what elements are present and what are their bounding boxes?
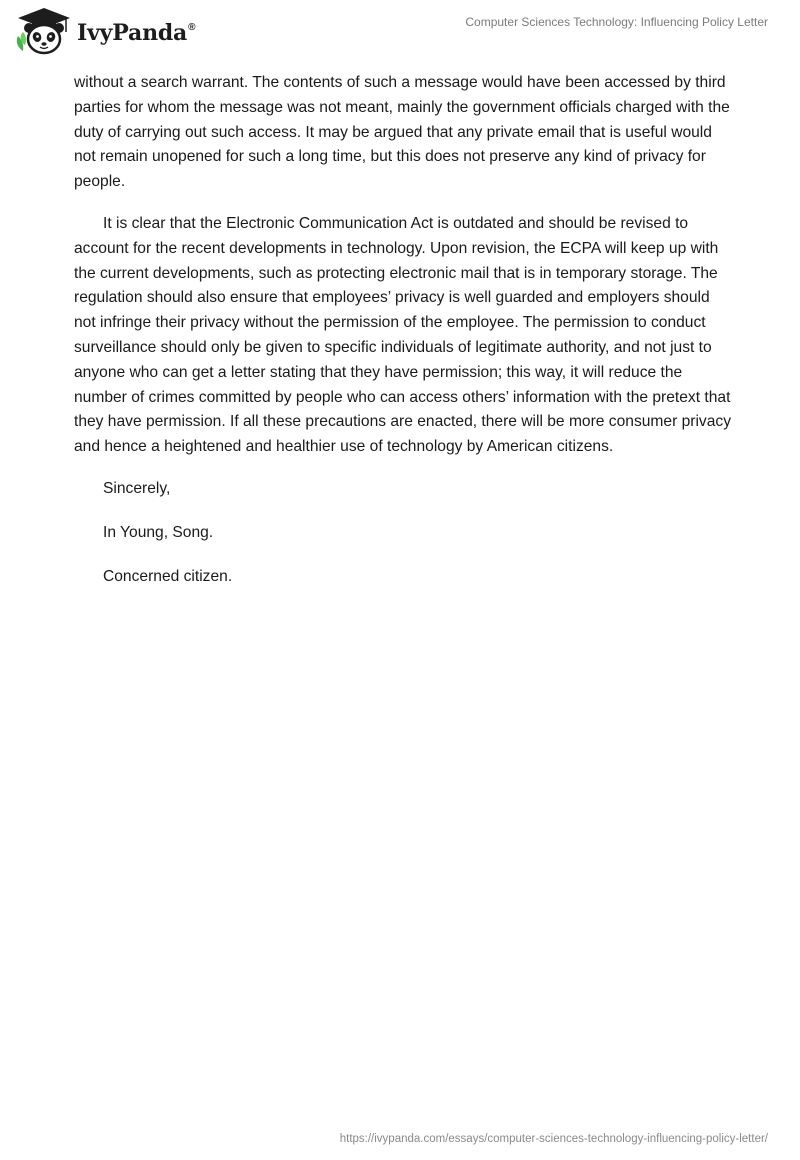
signature-title: Concerned citizen. [103,567,233,585]
brand-name: IvyPanda® [77,20,196,46]
page-header [0,0,800,66]
paragraph-conclusion: It is clear that the Electronic Communication Act is outdated and should be revised to account for the recent developments in technology. Upon revision, the ECPA will keep up with the current developments, such as protecting electronic mail that is in temporary storage. The regulation should also ensure that employees’ privacy is well guarded and employers should not infringe their privacy without the permission of the employee. The permission to conduct surveillance should only be given to specific individuals of legitimate authority, and not just to anyone who can get a letter stating that they have permission; this way, it will reduce the number of crimes committed by people who can access others’ information with the pretext that they have permission. If all these precautions are enacted, there will be more consumer privacy and hence a heightened and healthier use of technology by American citizens. [74,214,731,456]
panda-graduate-icon [14,6,74,56]
source-url-link[interactable]: https://ivypanda.com/essays/computer-sciences-technology-influencing-policy-letter/ [339,1133,768,1145]
closing-salutation: Sincerely, [103,479,171,497]
document-running-title: Computer Sciences Technology: Influencing Policy Letter [465,15,768,29]
registered-mark: ® [188,22,196,33]
letter-body [74,71,734,608]
paragraph-continued: without a search warrant. The contents of such a message would have been accessed by third parties for whom the message was not meant, mainly the government officials charged with the duty of carrying out such access. It may be argued that any private email that is useful would not remain unopened for such a long time, but this does not preserve any kind of privacy for people. [74,74,730,191]
ivypanda-logo[interactable] [14,6,195,56]
signature-name: In Young, Song. [103,523,214,541]
